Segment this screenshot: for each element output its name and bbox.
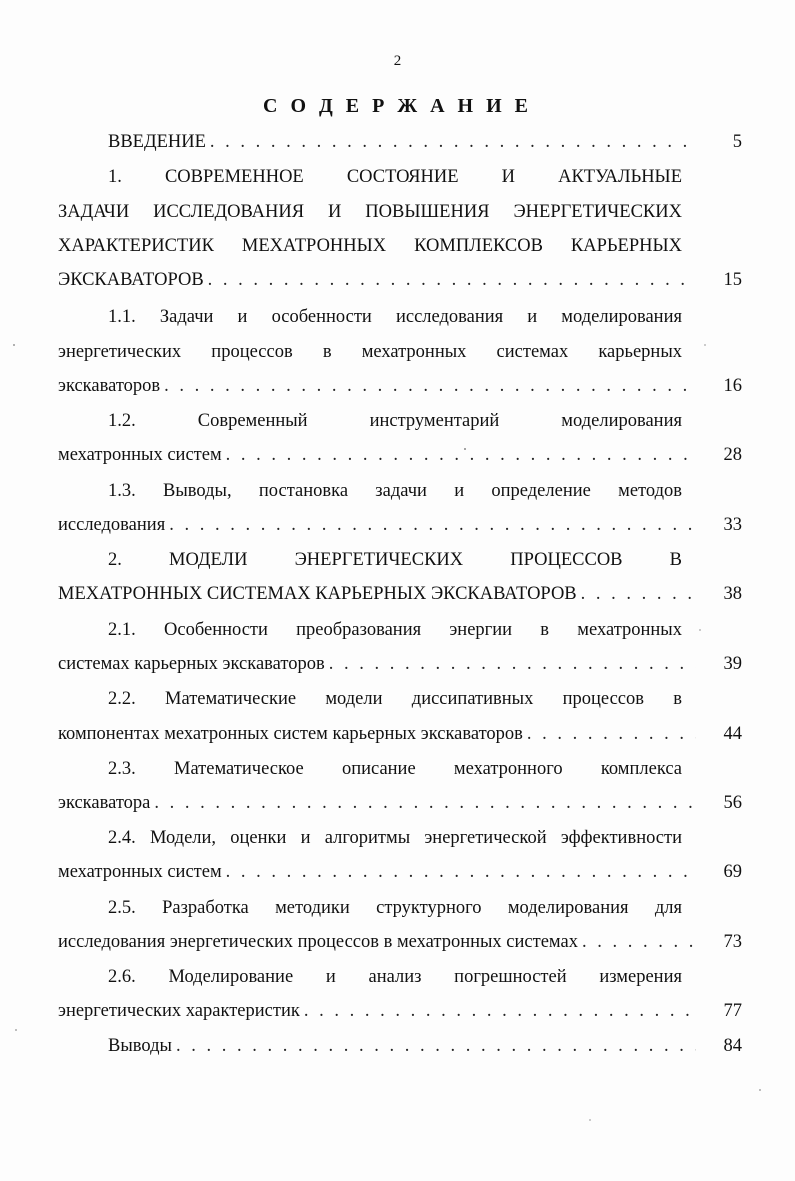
toc-entry-1-2-end bbox=[58, 440, 742, 470]
toc-entry-label: мехатронных систем bbox=[58, 445, 222, 465]
dot-leader bbox=[176, 1031, 696, 1061]
toc-entry-chapter-1-end bbox=[58, 265, 742, 295]
toc-entry-page: 77 bbox=[723, 1001, 742, 1021]
dot-leader bbox=[304, 996, 696, 1026]
toc-entry-2-4-line-1: 2.4. Модели, оценки и алгоритмы энергетической эффективности bbox=[108, 828, 682, 848]
toc-entry-label: системах карьерных экскаваторов bbox=[58, 654, 325, 674]
toc-entry-2-2-end bbox=[58, 719, 742, 749]
dot-leader bbox=[527, 719, 696, 749]
toc-entry-label: исследования энергетических процессов в мехатронных системах bbox=[58, 932, 578, 952]
toc-entry-page: 38 bbox=[723, 584, 742, 604]
toc-entry-conclusions bbox=[58, 1031, 742, 1061]
toc-entry-2-1-end bbox=[58, 649, 742, 679]
toc-entry-label: МЕХАТРОННЫХ СИСТЕМАХ КАРЬЕРНЫХ ЭКСКАВАТОРОВ bbox=[58, 584, 577, 604]
toc-entry-2-1-line-1: 2.1. Особенности преобразования энергии в мехатронных bbox=[108, 620, 682, 640]
toc-entry-chapter-2-end bbox=[58, 579, 742, 609]
toc-entry-1-3-end bbox=[58, 510, 742, 540]
page-number: 2 bbox=[393, 53, 402, 69]
toc-entry-2-5-line-1: 2.5. Разработка методики структурного моделирования для bbox=[108, 898, 682, 918]
toc-title: С О Д Е Р Ж А Н И Е bbox=[263, 95, 532, 117]
toc-entry-2-3-line-1: 2.3. Математическое описание мехатронного комплекса bbox=[108, 759, 682, 779]
toc-entry-page: 5 bbox=[732, 132, 742, 152]
toc-entry-1-1-line-1: 1.1. Задачи и особенности исследования и моделирования bbox=[108, 307, 682, 327]
toc-entry-2-5-end bbox=[58, 927, 742, 957]
toc-entry-label: экскаватора bbox=[58, 793, 151, 813]
toc-entry-label: ЭКСКАВАТОРОВ bbox=[58, 270, 204, 290]
dot-leader bbox=[226, 857, 696, 887]
toc-entry-label: экскаваторов bbox=[58, 376, 161, 396]
dot-leader bbox=[226, 440, 696, 470]
toc-entry-2-6-end bbox=[58, 996, 742, 1026]
toc-entry-label: ВВЕДЕНИЕ bbox=[108, 132, 206, 152]
toc-entry-page: 56 bbox=[723, 793, 742, 813]
dot-leader bbox=[210, 127, 696, 157]
dot-leader bbox=[582, 927, 696, 957]
dot-leader bbox=[581, 579, 696, 609]
toc-entry-1-1-line-2: энергетических процессов в мехатронных системах карьерных bbox=[58, 342, 682, 362]
dot-leader bbox=[329, 649, 696, 679]
toc-entry-page: 69 bbox=[723, 862, 742, 882]
toc-entry-page: 44 bbox=[723, 724, 742, 744]
toc-entry-label: компонентах мехатронных систем карьерных экскаваторов bbox=[58, 724, 523, 744]
toc-entry-page: 73 bbox=[723, 932, 742, 952]
toc-entry-chapter-1-line-3: ХАРАКТЕРИСТИК МЕХАТРОННЫХ КОМПЛЕКСОВ КАРЬЕРНЫХ bbox=[58, 236, 682, 256]
toc-entry-2-2-line-1: 2.2. Математические модели диссипативных процессов в bbox=[108, 689, 682, 709]
toc-entry-page: 39 bbox=[723, 654, 742, 674]
toc-entry-introduction bbox=[58, 127, 742, 157]
dot-leader bbox=[154, 788, 696, 818]
toc-entry-chapter-1-line-1: 1. СОВРЕМЕННОЕ СОСТОЯНИЕ И АКТУАЛЬНЫЕ bbox=[108, 167, 682, 187]
toc-entry-2-6-line-1: 2.6. Моделирование и анализ погрешностей измерения bbox=[108, 967, 682, 987]
dot-leader bbox=[208, 265, 696, 295]
toc-entry-chapter-2-line-1: 2. МОДЕЛИ ЭНЕРГЕТИЧЕСКИХ ПРОЦЕССОВ В bbox=[108, 550, 682, 570]
toc-entry-page: 33 bbox=[723, 515, 742, 535]
dot-leader bbox=[169, 510, 696, 540]
toc-entry-1-2-line-1: 1.2. Современный инструментарий моделирования bbox=[108, 411, 682, 431]
toc-entry-1-3-line-1: 1.3. Выводы, постановка задачи и определение методов bbox=[108, 481, 682, 501]
toc-entry-label: энергетических характеристик bbox=[58, 1001, 300, 1021]
toc-entry-1-1-end bbox=[58, 371, 742, 401]
toc-entry-chapter-1-line-2: ЗАДАЧИ ИССЛЕДОВАНИЯ И ПОВЫШЕНИЯ ЭНЕРГЕТИЧЕСКИХ bbox=[58, 202, 682, 222]
toc-entry-2-3-end bbox=[58, 788, 742, 818]
toc-entry-page: 84 bbox=[723, 1036, 742, 1056]
toc-entry-2-4-end bbox=[58, 857, 742, 887]
dot-leader bbox=[164, 371, 696, 401]
toc-entry-page: 15 bbox=[723, 270, 742, 290]
toc-entry-page: 16 bbox=[723, 376, 742, 396]
toc-entry-label: исследования bbox=[58, 515, 166, 535]
toc-entry-page: 28 bbox=[723, 445, 742, 465]
toc-entry-label: Выводы bbox=[108, 1036, 172, 1056]
toc-entry-label: мехатронных систем bbox=[58, 862, 222, 882]
